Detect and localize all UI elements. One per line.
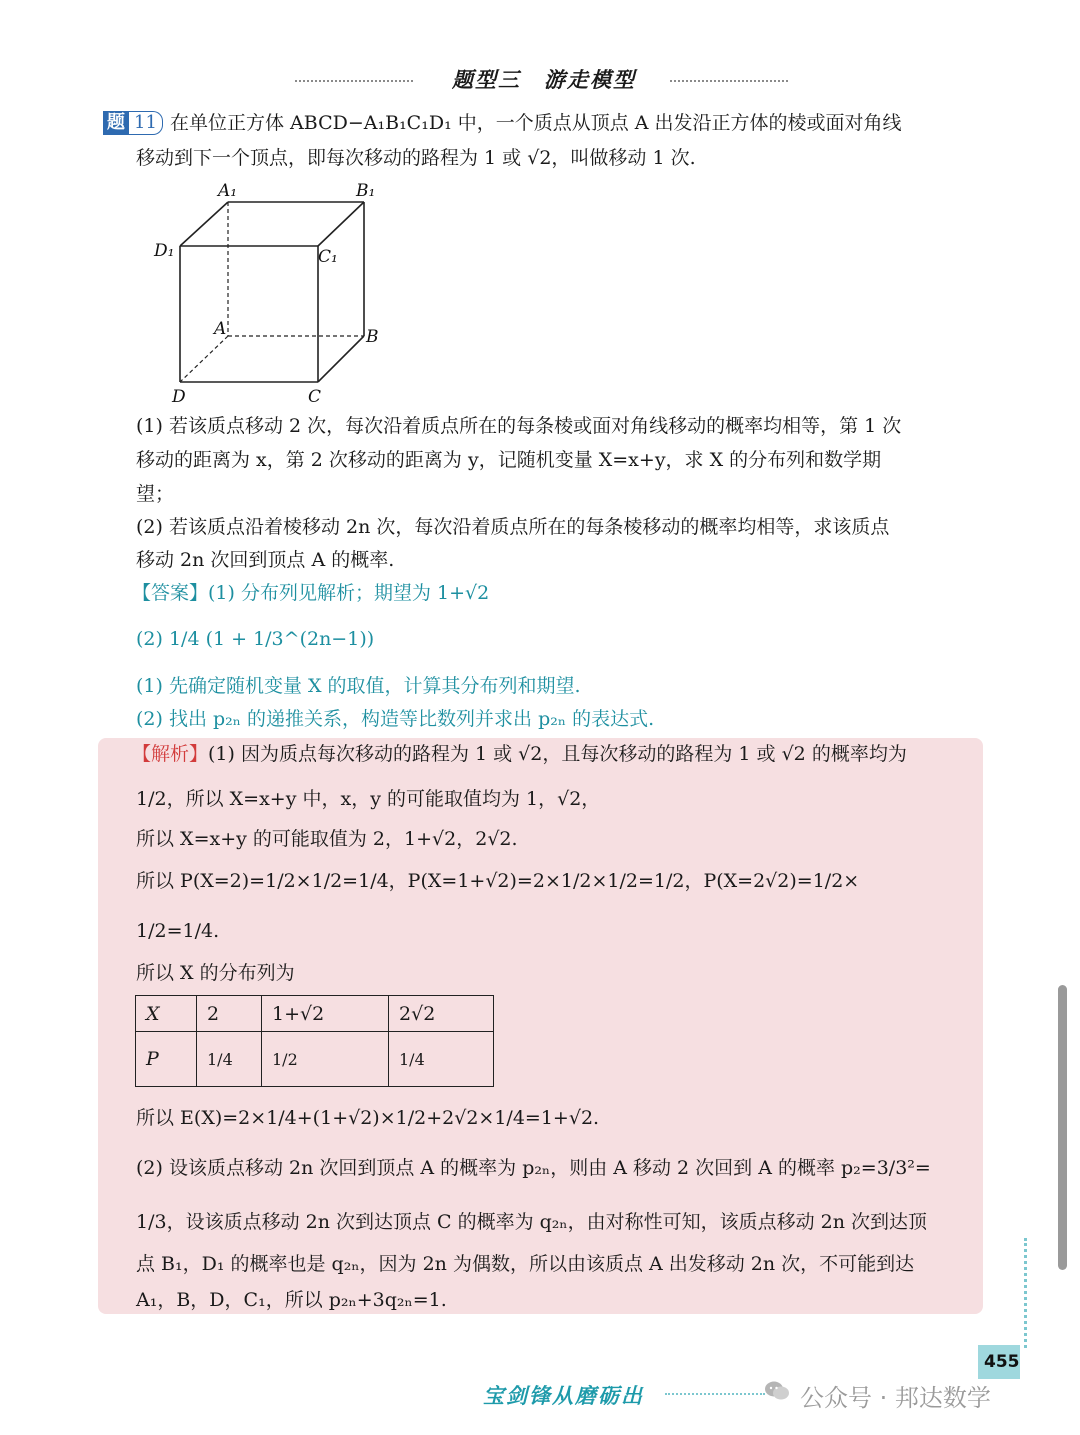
- label-B1: B₁: [356, 181, 376, 201]
- wechat-icon: [764, 1380, 790, 1402]
- problem-badge: [103, 111, 163, 135]
- analysis-line-3: 所以 X=x+y 的可能取值为 2，1+√2，2√2.: [136, 828, 518, 850]
- header-rule-right: [670, 80, 788, 82]
- table-row: [136, 996, 494, 1032]
- label-D1: D₁: [154, 241, 175, 261]
- table-cell: X: [136, 996, 197, 1032]
- analysis-line-8: (2) 设该质点移动 2n 次回到顶点 A 的概率为 p₂ₙ，则由 A 移动 2 次回到 A 的概率 p₂=3/3²=: [136, 1157, 931, 1179]
- analysis-line-9: 1/3，设该质点移动 2n 次到达顶点 C 的概率为 q₂ₙ，由对称性可知，该质点移动 2n 次到达顶: [136, 1211, 928, 1233]
- badge-number: 11: [129, 111, 163, 135]
- label-C1: C₁: [318, 247, 338, 267]
- table-cell: 1/2: [262, 1032, 389, 1087]
- footer-rule: [665, 1393, 765, 1395]
- question1-line-1: (1) 若该质点移动 2 次，每次沿着质点所在的每条棱或面对角线移动的概率均相等，第 1 次: [136, 415, 902, 437]
- analysis-line-4: 所以 P(X=2)=1/2×1/2=1/4，P(X=1+√2)=2×1/2×1/2=1/2，P(X=2√2)=1/2×: [136, 870, 860, 892]
- distribution-table: [135, 995, 494, 1087]
- question1-line-3: 望；: [136, 483, 175, 505]
- hidden-edge-AD: [180, 336, 228, 382]
- badge-label: 题: [103, 111, 129, 135]
- analysis-line-6: 所以 X 的分布列为: [136, 962, 295, 984]
- analysis-line-10: 点 B₁，D₁ 的概率也是 q₂ₙ，因为 2n 为偶数，所以由该质点 A 出发移动 2n 次，不可能到达: [136, 1253, 915, 1275]
- label-C: C: [308, 387, 322, 406]
- analysis-tag: 【解析】: [132, 743, 209, 765]
- footer-slogan: 宝剑锋从磨砺出: [483, 1383, 644, 1408]
- answer-line-1: [132, 580, 489, 606]
- edge-CB: [318, 336, 364, 382]
- hint-1: (1) 先确定随机变量 X 的取值，计算其分布列和期望.: [136, 675, 581, 697]
- answer-tag: 【答案】: [132, 582, 209, 604]
- table-cell: 1/4: [389, 1032, 494, 1087]
- question2-line-2: 移动 2n 次回到顶点 A 的概率.: [136, 549, 395, 571]
- question1-line-2: 移动的距离为 x，第 2 次移动的距离为 y，记随机变量 X=x+y，求 X 的分布列和数学期: [136, 449, 882, 471]
- page-number: 455: [984, 1352, 1020, 1372]
- margin-dotted-line: [1024, 1238, 1027, 1348]
- label-A: A: [214, 319, 227, 339]
- table-cell: 2: [197, 996, 262, 1032]
- watermark-text: 公众号 · 邦达数学: [800, 1384, 991, 1412]
- label-D: D: [172, 387, 186, 406]
- scrollbar-thumb[interactable]: [1058, 985, 1067, 1270]
- problem-line-2: 移动到下一个顶点，即每次移动的路程为 1 或 √2，叫做移动 1 次.: [136, 147, 696, 169]
- problem-line-1: 在单位正方体 ABCD−A₁B₁C₁D₁ 中，一个质点从顶点 A 出发沿正方体的棱或面对角线: [170, 112, 902, 134]
- label-A1: A₁: [218, 181, 238, 201]
- analysis-line-11: A₁，B，D，C₁，所以 p₂ₙ+3q₂ₙ=1.: [136, 1289, 447, 1311]
- analysis-line-2: 1/2，所以 X=x+y 中，x，y 的可能取值均为 1，√2，: [136, 788, 601, 810]
- analysis-line-1: [132, 741, 907, 767]
- analysis-line-5: 1/2=1/4.: [136, 920, 220, 942]
- cube-figure: [150, 178, 390, 406]
- analysis-line-7: 所以 E(X)=2×1/4+(1+√2)×1/2+2√2×1/4=1+√2.: [136, 1107, 600, 1129]
- hint-2: (2) 找出 p₂ₙ 的递推关系，构造等比数列并求出 p₂ₙ 的表达式.: [136, 708, 655, 730]
- table-row: [136, 1032, 494, 1087]
- answer-part1: (1) 分布列见解析；期望为 1+√2: [208, 582, 490, 604]
- answer-part2: (2) 1/4 (1 + 1/3^(2n−1)): [136, 628, 375, 650]
- question2-line-1: (2) 若该质点沿着棱移动 2n 次，每次沿着质点所在的每条棱移动的概率均相等，求该质点: [136, 516, 890, 538]
- table-cell: 1+√2: [262, 996, 389, 1032]
- section-title: 题型三 游走模型: [452, 67, 636, 92]
- table-cell: 2√2: [389, 996, 494, 1032]
- table-cell: P: [136, 1032, 197, 1087]
- analysis-line-1-text: (1) 因为质点每次移动的路程为 1 或 √2，且每次移动的路程为 1 或 √2 的概率均为: [208, 743, 907, 765]
- table-cell: 1/4: [197, 1032, 262, 1087]
- edge-D1A1: [180, 202, 228, 246]
- header-rule-left: [295, 80, 413, 82]
- label-B: B: [366, 327, 379, 347]
- edge-C1B1: [318, 202, 364, 246]
